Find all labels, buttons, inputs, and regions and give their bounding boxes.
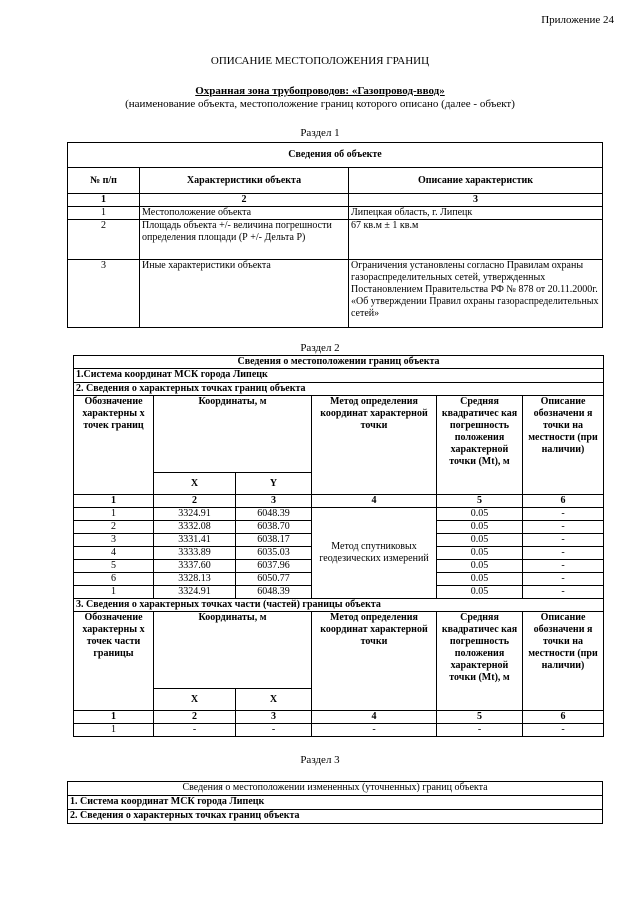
document-title: ОПИСАНИЕ МЕСТОПОЛОЖЕНИЯ ГРАНИЦ: [210, 55, 430, 67]
point-desc: -: [523, 586, 604, 599]
header-y: Y: [236, 473, 312, 495]
part-point-error: -: [437, 724, 523, 737]
point-id: 2: [74, 521, 154, 534]
section2-label: Раздел 2: [300, 342, 340, 354]
table-row: [68, 220, 603, 260]
coordinate-system: 1. Система координат МСК города Липецк: [68, 796, 603, 810]
point-id: 1: [74, 586, 154, 599]
point-x: 3333.89: [154, 547, 236, 560]
header-point: Обозначение характерны х точек части границы: [74, 612, 154, 711]
header-coords: Координаты, м: [154, 612, 312, 689]
row-num: 3: [68, 260, 140, 328]
object-name: Охранная зона трубопроводов: «Газопровод-ввод»: [195, 85, 445, 97]
object-name-note: (наименование объекта, местоположение границ которого описано (далее - объект): [125, 98, 515, 110]
col-header-characteristic: Характеристики объекта: [140, 168, 349, 194]
row-characteristic: Площадь объекта +/- величина погрешности определения площади (Р +/- Дельта Р): [140, 220, 349, 260]
row-description: Липецкая область, г. Липецк: [349, 207, 603, 220]
header-desc: Описание обозначени я точки на местности (при наличии): [523, 612, 604, 711]
points-title: 2. Сведения о характерных точках границ объекта: [74, 383, 604, 396]
point-error: 0.05: [437, 573, 523, 586]
header-desc: Описание обозначени я точки на местности (при наличии): [523, 396, 604, 495]
table-row: [74, 724, 604, 737]
part-point-method: -: [312, 724, 437, 737]
point-y: 6035.03: [236, 547, 312, 560]
point-error: 0.05: [437, 560, 523, 573]
part-point-x: -: [236, 724, 312, 737]
col-num: 5: [437, 711, 523, 724]
row-description: 67 кв.м ± 1 кв.м: [349, 220, 603, 260]
point-x: 3332.08: [154, 521, 236, 534]
point-id: 3: [74, 534, 154, 547]
point-id: 4: [74, 547, 154, 560]
row-num: 2: [68, 220, 140, 260]
table-row: [68, 207, 603, 220]
col-header-num: № п/п: [68, 168, 140, 194]
points-title: 2. Сведения о характерных точках границ объекта: [68, 810, 603, 824]
point-error: 0.05: [437, 521, 523, 534]
header-error: Средняя квадратичес кая погрешность положения характерной точки (Mt), м: [437, 612, 523, 711]
appendix-label: Приложение 24: [541, 14, 614, 26]
point-error: 0.05: [437, 586, 523, 599]
point-x: 3324.91: [154, 586, 236, 599]
col-num: 1: [74, 495, 154, 508]
point-desc: -: [523, 547, 604, 560]
section3-title: Сведения о местоположении измененных (уточненных) границ объекта: [68, 782, 603, 796]
point-error: 0.05: [437, 508, 523, 521]
point-desc: -: [523, 521, 604, 534]
col-num: 2: [140, 194, 349, 207]
point-x: 3324.91: [154, 508, 236, 521]
part-point-desc: -: [523, 724, 604, 737]
row-characteristic: Иные характеристики объекта: [140, 260, 349, 328]
point-desc: -: [523, 534, 604, 547]
col-num: 2: [154, 711, 236, 724]
point-id: 6: [74, 573, 154, 586]
section1-label: Раздел 1: [300, 127, 340, 139]
col-num: 3: [236, 711, 312, 724]
part-point-id: 1: [74, 724, 154, 737]
point-desc: -: [523, 508, 604, 521]
section3-table: [67, 781, 603, 824]
part-point-x: -: [154, 724, 236, 737]
point-error: 0.05: [437, 534, 523, 547]
point-y: 6038.70: [236, 521, 312, 534]
col-num: 3: [236, 495, 312, 508]
section3-label: Раздел 3: [300, 754, 340, 766]
header-coords: Координаты, м: [154, 396, 312, 473]
col-num: 4: [312, 711, 437, 724]
col-num: 5: [437, 495, 523, 508]
col-num: 6: [523, 711, 604, 724]
row-num: 1: [68, 207, 140, 220]
header-point: Обозначение характерны х точек границ: [74, 396, 154, 495]
col-num: 2: [154, 495, 236, 508]
point-x: 3337.60: [154, 560, 236, 573]
table-row: [74, 508, 604, 521]
measurement-method: Метод спутниковых геодезических измерений: [312, 508, 437, 599]
col-num: 3: [349, 194, 603, 207]
point-desc: -: [523, 573, 604, 586]
point-y: 6050.77: [236, 573, 312, 586]
col-num: 6: [523, 495, 604, 508]
header-x: X: [154, 473, 236, 495]
point-x: 3331.41: [154, 534, 236, 547]
point-id: 5: [74, 560, 154, 573]
header-method: Метод определения координат характерной точки: [312, 612, 437, 711]
header-x: X: [236, 689, 312, 711]
col-num: 1: [68, 194, 140, 207]
col-header-description: Описание характеристик: [349, 168, 603, 194]
col-num: 4: [312, 495, 437, 508]
section1-table: [67, 142, 603, 328]
header-x: X: [154, 689, 236, 711]
table-row: [68, 260, 603, 328]
section2-title: Сведения о местоположении границ объекта: [74, 356, 604, 369]
point-id: 1: [74, 508, 154, 521]
header-method: Метод определения координат характерной точки: [312, 396, 437, 495]
point-y: 6038.17: [236, 534, 312, 547]
point-desc: -: [523, 560, 604, 573]
col-num: 1: [74, 711, 154, 724]
section2-table: [73, 355, 604, 737]
section1-title: Сведения об объекте: [68, 143, 603, 168]
header-error: Средняя квадратичес кая погрешность положения характерной точки (Mt), м: [437, 396, 523, 495]
row-description: Ограничения установлены согласно Правилам охраны газораспределительных сетей, утвержденных Постановлением Правительства РФ № 878 от 20.11.2000г. «Об утверждении Правил охраны газораспределительных сетей»: [349, 260, 603, 328]
point-y: 6048.39: [236, 586, 312, 599]
part-points-title: 3. Сведения о характерных точках части (частей) границы объекта: [74, 599, 604, 612]
point-error: 0.05: [437, 547, 523, 560]
point-y: 6048.39: [236, 508, 312, 521]
coordinate-system: 1.Система координат МСК города Липецк: [74, 369, 604, 383]
point-y: 6037.96: [236, 560, 312, 573]
row-characteristic: Местоположение объекта: [140, 207, 349, 220]
point-x: 3328.13: [154, 573, 236, 586]
